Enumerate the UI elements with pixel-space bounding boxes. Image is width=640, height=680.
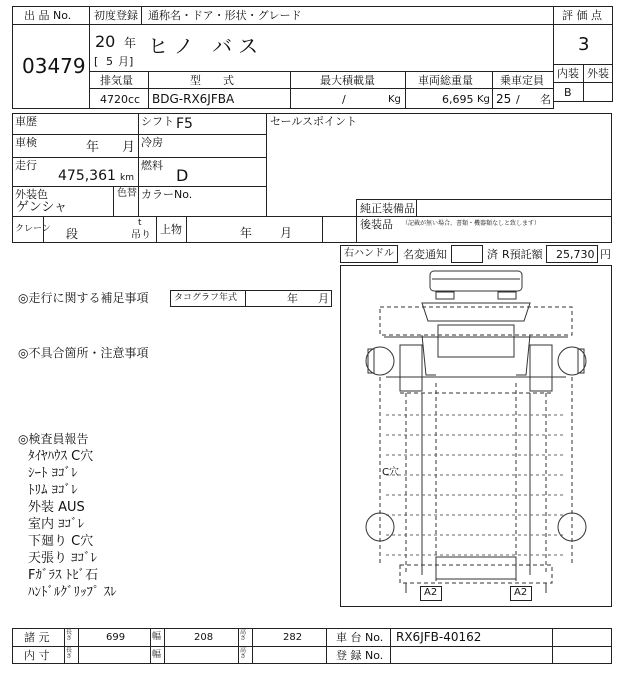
dimensions-label: 諸 元	[24, 631, 50, 644]
crane-ton-unit: t	[138, 218, 142, 228]
inspector-report-item: ｼｰﾄ ﾖｺﾞﾚ	[28, 466, 78, 481]
recycle-unit: 円	[600, 248, 611, 261]
inner-height-label: 高さ	[240, 647, 247, 660]
aftermarket-label: 後装品	[360, 218, 393, 231]
capacity-value: 25	[496, 92, 512, 106]
max-load-slash: /	[342, 93, 346, 106]
gross-weight-label: 車両総重量	[418, 74, 473, 87]
inner-length-label: 長さ	[66, 647, 73, 660]
interior-label: 内装	[557, 67, 579, 80]
capacity-unit: 名	[540, 93, 551, 106]
month-bracket-close: 月]	[118, 55, 134, 68]
chassis-number: RX6JFB-40162	[396, 630, 482, 644]
mileage-value: 475,361	[58, 168, 116, 184]
tachograph-month-unit: 月	[318, 292, 329, 305]
ext-color-label: 外装色	[15, 188, 48, 201]
inspector-report-title: ◎検査員報告	[18, 432, 89, 446]
aircon-label: 冷房	[141, 136, 163, 149]
inner-dimensions-label: 内 寸	[24, 649, 50, 662]
supplement-title: ◎走行に関する補足事項	[18, 291, 149, 305]
defects-title: ◎不具合箇所・注意事項	[18, 346, 149, 360]
registration-year-unit: 年	[124, 36, 137, 50]
recycle-value: 25,730	[556, 248, 595, 261]
crane-lift-label: 吊り	[131, 230, 151, 241]
tachograph-label: タコグラフ年式	[174, 293, 238, 303]
tachograph-year-unit: 年	[287, 292, 298, 305]
width-label: 幅	[152, 632, 162, 642]
color-code-label: カラーNo.	[141, 188, 193, 201]
height-label: 高さ	[240, 629, 247, 642]
first-registration-label: 初度登録	[94, 9, 138, 22]
car-name: ヒノ バス	[148, 34, 265, 58]
inspector-report-item: ﾄﾘﾑ ﾖｺﾞﾚ	[28, 483, 78, 498]
month-bracket-open: [	[94, 55, 99, 68]
max-load-label: 最大積載量	[320, 74, 375, 87]
interior-grade: B	[564, 86, 572, 99]
inspector-report-item: ﾊﾝﾄﾞﾙｸﾞﾘｯﾌﾟ ｽﾚ	[28, 585, 117, 600]
aftermarket-note: （記載が無い場合、書類・機器類なしと致します）	[402, 220, 541, 227]
inspector-report-item: 室内 ﾖｺﾞﾚ	[28, 517, 85, 532]
chassis-label: 車 台 No.	[336, 631, 384, 644]
registration-number-label: 登 録 No.	[336, 649, 384, 662]
body-month-unit: 月	[280, 226, 293, 240]
body-label: 上物	[160, 223, 182, 236]
capacity-slash: /	[516, 93, 520, 106]
ext-color-value: ゲンシャ	[16, 200, 68, 215]
color-change-label: 色替	[117, 188, 137, 199]
registration-year: 20	[95, 32, 116, 51]
shaken-month-unit: 月	[122, 140, 136, 155]
shaken-year-unit: 年	[86, 140, 100, 155]
mileage-unit: km	[120, 173, 134, 183]
exterior-label: 外装	[587, 67, 609, 80]
name-change-box	[451, 245, 483, 263]
model-value: BDG-RX6JFBA	[152, 92, 235, 106]
lot-number: 03479	[22, 54, 86, 78]
fuel-label: 燃料	[141, 159, 163, 172]
history-label: 車歴	[15, 115, 37, 128]
width-value: 208	[194, 632, 214, 643]
shaken-label: 車検	[15, 136, 37, 149]
car-name-label: 通称名・ドア・形状・グレード	[148, 9, 302, 22]
height-value: 282	[283, 632, 303, 643]
model-label: 型 式	[190, 74, 234, 87]
bus-body-diagram	[340, 265, 612, 607]
sales-point-label: セールスポイント	[270, 115, 358, 128]
displacement-unit: cc	[128, 93, 141, 106]
displacement-label: 排気量	[100, 74, 133, 87]
crane-label: クレーン	[15, 224, 51, 234]
inspector-report-item: 下廻り C穴	[28, 534, 94, 549]
displacement-value: 4720	[100, 93, 128, 106]
body-year-unit: 年	[240, 226, 253, 240]
capacity-label: 乗車定員	[500, 74, 544, 87]
damage-mark-a2-right: A2	[514, 587, 528, 598]
fuel-value: D	[176, 166, 189, 185]
shift-value: F5	[176, 116, 193, 132]
score-label: 評 価 点	[562, 9, 602, 22]
damage-mark-c-hole: C穴	[382, 467, 399, 478]
inspector-report-item: 天張り ﾖｺﾞﾚ	[28, 551, 98, 566]
inspector-report-item: Fｶﾞﾗｽ ﾄﾋﾞ石	[28, 568, 99, 583]
shift-label: シフト	[141, 115, 174, 128]
genuine-equipment-label: 純正装備品	[360, 202, 415, 215]
length-label: 長さ	[66, 629, 73, 642]
lot-number-label: 出 品 No.	[24, 9, 72, 22]
inspector-report-list	[28, 448, 188, 601]
deposit-mark: 済	[487, 248, 498, 261]
overall-score: 3	[578, 34, 590, 55]
inspector-report-item: 外装 AUS	[28, 500, 85, 515]
gross-weight-unit: Kg	[477, 94, 490, 105]
length-value: 699	[106, 632, 126, 643]
inspector-report-item: ﾀｲﾔﾊｳｽ C穴	[28, 449, 94, 464]
registration-month: 5	[106, 55, 113, 68]
handle-position: 右ハンドル	[344, 248, 394, 259]
mileage-label: 走行	[15, 159, 37, 172]
gross-weight-value: 6,695	[442, 93, 474, 106]
max-load-unit: Kg	[388, 94, 401, 105]
crane-stage-unit: 段	[66, 227, 79, 241]
damage-mark-a2-left: A2	[424, 587, 438, 598]
recycle-label: R預託額	[502, 248, 543, 261]
inner-width-label: 幅	[152, 650, 162, 660]
name-change-label: 名変通知	[403, 248, 447, 261]
